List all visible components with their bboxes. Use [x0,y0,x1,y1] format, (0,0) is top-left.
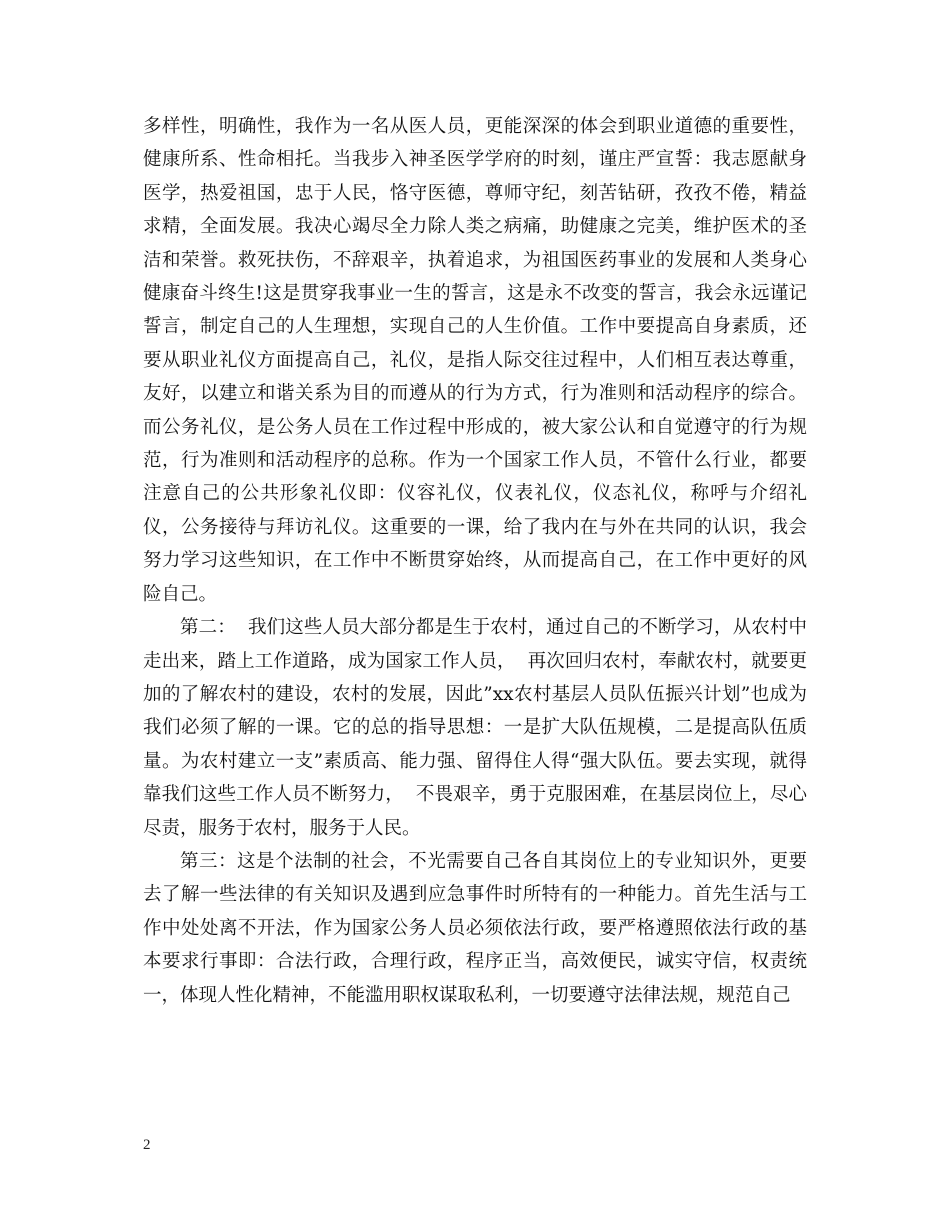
paragraph-3: 第三：这是个法制的社会，不光需要自己各自其岗位上的专业知识外，更要去了解一些法律的有关知识及遇到应急事件时所特有的一种能力。首先生活与工作中处处离不开法，作为国家公务人员必须依法行政，要严格遵照依法行政的基本要求行事即：合法行政，合理行政，程序正当，高效便民，诚实守信，权责统一，体现人性化精神，不能滥用职权谋取私利，一切要遵守法律法规，规范自己 [143,850,807,1006]
document-body [143,110,807,1012]
page-number: 2 [143,1137,151,1153]
paragraph-1: 多样性，明确性，我作为一名从医人员，更能深深的体会到职业道德的重要性，健康所系、性命相托。当我步入神圣医学学府的时刻，谨庄严宣誓：我志愿献身医学，热爱祖国，忠于人民，恪守医德，尊师守纪，刻苦钻研，孜孜不倦，精益求精，全面发展。我决心竭尽全力除人类之病痛，助健康之完美，维护医术的圣洁和荣誉。救死扶伤，不辞艰辛，执着追求，为祖国医药事业的发展和人类身心健康奋斗终生!这是贯穿我事业一生的誓言，这是永不改变的誓言，我会永远谨记誓言，制定自己的人生理想，实现自己的人生价值。工作中要提高自身素质，还要从职业礼仪方面提高自己，礼仪，是指人际交往过程中，人们相互表达尊重，友好，以建立和谐关系为目的而遵从的行为方式，行为准则和活动程序的综合。而公务礼仪，是公务人员在工作过程中形成的，被大家公认和自觉遵守的行为规范，行为准则和活动程序的总称。作为一个国家工作人员，不管什么行业，都要注意自己的公共形象礼仪即：仪容礼仪，仪表礼仪，仪态礼仪，称呼与介绍礼仪，公务接待与拜访礼仪。这重要的一课，给了我内在与外在共同的认识，我会努力学习这些知识，在工作中不断贯穿始终，从而提高自己，在工作中更好的风险自己。 [143,116,807,605]
paragraph-2: 第二： 我们这些人员大部分都是生于农村，通过自己的不断学习，从农村中走出来，踏上工作道路，成为国家工作人员， 再次回归农村，奉献农村，就要更加的了解农村的建设，农村的发展，因此”xx农村基层人员队伍振兴计划”也成为我们必须了解的一课。它的总的指导思想：一是扩大队伍规模，二是提高队伍质量。为农村建立一支”素质高、能力强、留得住人得“强大队伍。要去实现，就得靠我们这些工作人员不断努力， 不畏艰辛，勇于克服困难，在基层岗位上，尽心尽责，服务于农村，服务于人民。 [143,617,807,839]
